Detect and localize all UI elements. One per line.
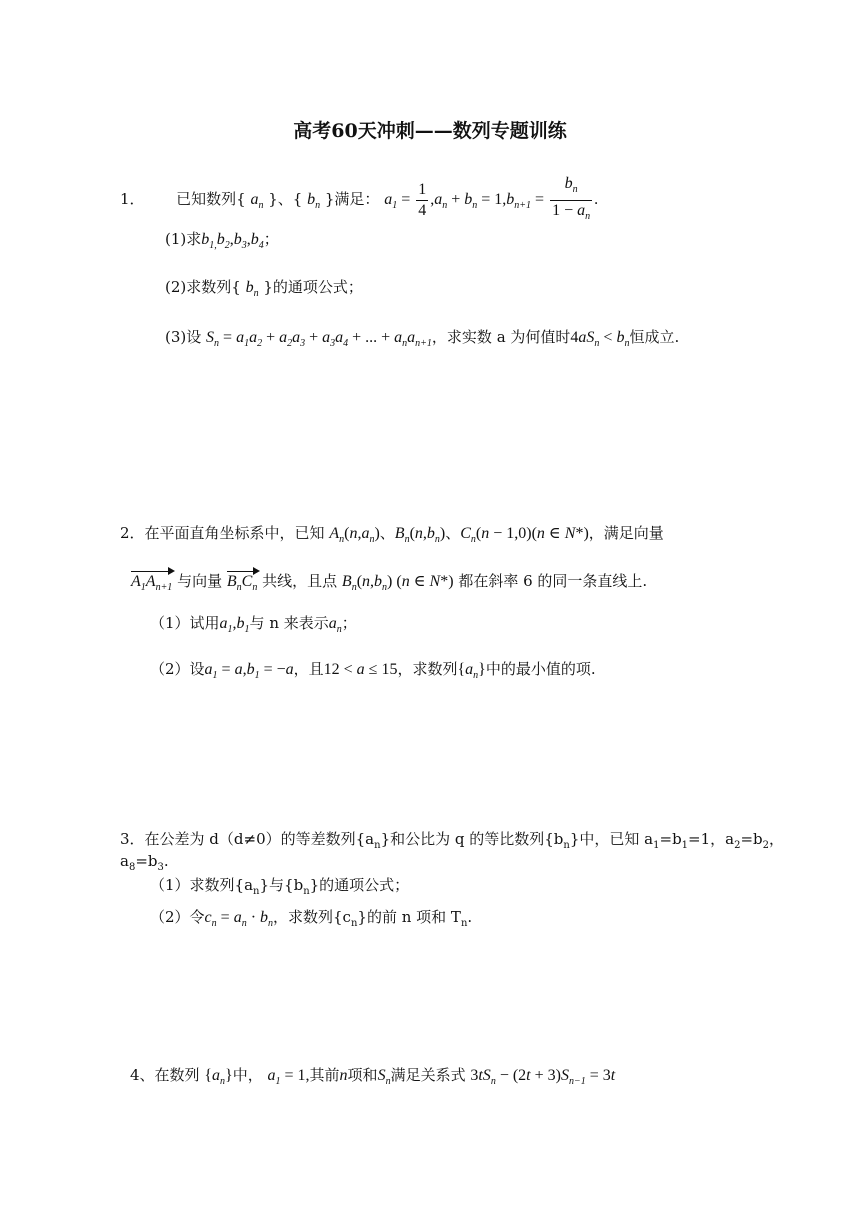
question-1-stem: 1． 已知数列{ $a_n$ }、{ $b_n$ }满足： $a_1$ = $\frac{1}{4}$ $,a_n + b_n = 1,b_{n+1}$ = $\frac{b_n}{1 - a_n}$ . bbox=[120, 175, 599, 222]
formula: $a_1$ = $\frac{1}{4}$ $,a_n + b_n = 1,b_{n+1}$ = $\frac{b_n}{1 - a_n}$ . bbox=[384, 175, 599, 222]
text: ，求数列{c bbox=[273, 908, 351, 926]
text: （2）令 bbox=[150, 908, 205, 926]
text: （1）试用 bbox=[150, 614, 220, 632]
text: 已知数列{ bbox=[176, 190, 246, 209]
page-title: 高考60天冲刺——数列专题训练 bbox=[293, 120, 567, 142]
text: ， bbox=[769, 830, 785, 848]
question-2-stem: 2．在平面直角坐标系中，已知 $A_n(n,a_n)$、$B_n(n,b_n)$、$C_n(n - 1,0)(n$ ∈ N*)，满足向量 bbox=[120, 524, 664, 545]
text: }的前 n 项和 T bbox=[357, 908, 461, 926]
text: (2)求数列{ bbox=[165, 278, 241, 296]
text: （2）设 bbox=[150, 660, 205, 678]
text: 恒成立. bbox=[629, 328, 680, 346]
text: ，满足向量 bbox=[588, 524, 664, 542]
text: (3)设 bbox=[165, 328, 202, 346]
text: 2．在平面直角坐标系中，已知 bbox=[120, 524, 325, 542]
text: ，求数列 bbox=[397, 660, 458, 678]
question-1-part-3: (3)设 $S_n = a_1a_2 + a_2a_3 + a_3a_4$ + ... + $a_na_{n+1}$，求实数 a 为何值时$4aS_n < b_n$恒成立. bbox=[165, 328, 680, 349]
question-2-part-1: （1）试用$a_1,b_1$与 n 来表示$a_n$； bbox=[150, 614, 357, 635]
text: 中， bbox=[232, 1066, 263, 1084]
text: ，求实数 a 为何值时 bbox=[431, 328, 571, 346]
text: a bbox=[120, 852, 129, 870]
question-1-part-1: (1)求$b_{1,}b_2,b_3,b_4$； bbox=[165, 230, 279, 251]
vector-bn-cn: $B_nC_n$ bbox=[226, 573, 258, 593]
text: . bbox=[163, 852, 169, 870]
text: }的通项公式； bbox=[309, 876, 410, 894]
text: ，且 bbox=[293, 660, 324, 678]
question-3-stem: 3．在公差为 d（d≠0）的等差数列$\{a_n\}$和公比为 q 的等比数列$\{b_n\}$中，已知 $a_1=b_1=1$，$a_2=b_2$， bbox=[120, 830, 785, 851]
text: 4、在数列 bbox=[130, 1066, 200, 1084]
text: 与向量 bbox=[177, 572, 223, 590]
text: =b bbox=[135, 852, 158, 870]
vector-a1-an1: $A_1A_{n+1}$ bbox=[131, 573, 173, 593]
question-3-part-2: （2）令$c_n = a_n \cdot b_n$，求数列$\{c_n\}$的前 n 项和 $T_n$. bbox=[150, 908, 473, 929]
question-2-part-2: （2）设$a_1 = a,b_1 = -a$，且12 < a ≤ 15，求数列$\{a_n\}$中的最小值的项. bbox=[150, 660, 596, 681]
text: =1，a bbox=[688, 830, 735, 848]
text: (1)求 bbox=[165, 230, 202, 248]
question-number: 1． bbox=[120, 190, 145, 209]
text: 项和 bbox=[347, 1066, 378, 1084]
text: =b bbox=[659, 830, 682, 848]
text: 共线，且点 bbox=[262, 572, 338, 590]
question-3-part-1: （1）求数列$\{a_n\}$与$\{b_n\}$的通项公式； bbox=[150, 876, 410, 897]
text: }的通项公式； bbox=[263, 278, 363, 296]
text: 都在斜率 6 的同一条直线上. bbox=[458, 572, 648, 590]
text: 、 bbox=[445, 524, 461, 542]
text: （1）求数列{a bbox=[150, 876, 254, 894]
text: }中，已知 a bbox=[569, 830, 654, 848]
text: ； bbox=[263, 230, 279, 248]
text: 、 bbox=[379, 524, 395, 542]
text: ； bbox=[341, 614, 357, 632]
text: }满足： bbox=[324, 190, 380, 209]
question-1-part-2: (2)求数列{ $b_n$ }的通项公式； bbox=[165, 278, 363, 299]
text: }、{ bbox=[268, 190, 303, 209]
text: 与 n 来表示 bbox=[249, 614, 329, 632]
text: 其前 bbox=[309, 1066, 340, 1084]
question-2-line-2: $A_1A_{n+1}$ 与向量 $B_nC_n$ 共线，且点 $B_n(n,b_n)$ (n ∈ N*) 都在斜率 6 的同一条直线上. bbox=[131, 572, 648, 593]
text: 满足关系式 bbox=[390, 1066, 466, 1084]
text: =b bbox=[740, 830, 763, 848]
text: }和公比为 q 的等比数列{b bbox=[380, 830, 564, 848]
text: 中的最小值的项. bbox=[485, 660, 596, 678]
question-4-stem: 4、在数列 $\{a_n\}$中， $a_1 = 1$,其前n项和$S_n$满足关系式 $3tS_n - (2t + 3)S_{n-1} = 3t$ bbox=[130, 1066, 616, 1087]
question-3-line-2: $a_8=b_3$. bbox=[120, 852, 169, 873]
text: 3．在公差为 d（d≠0）的等差数列{a bbox=[120, 830, 375, 848]
text: . bbox=[467, 908, 473, 926]
text: }与{b bbox=[259, 876, 304, 894]
